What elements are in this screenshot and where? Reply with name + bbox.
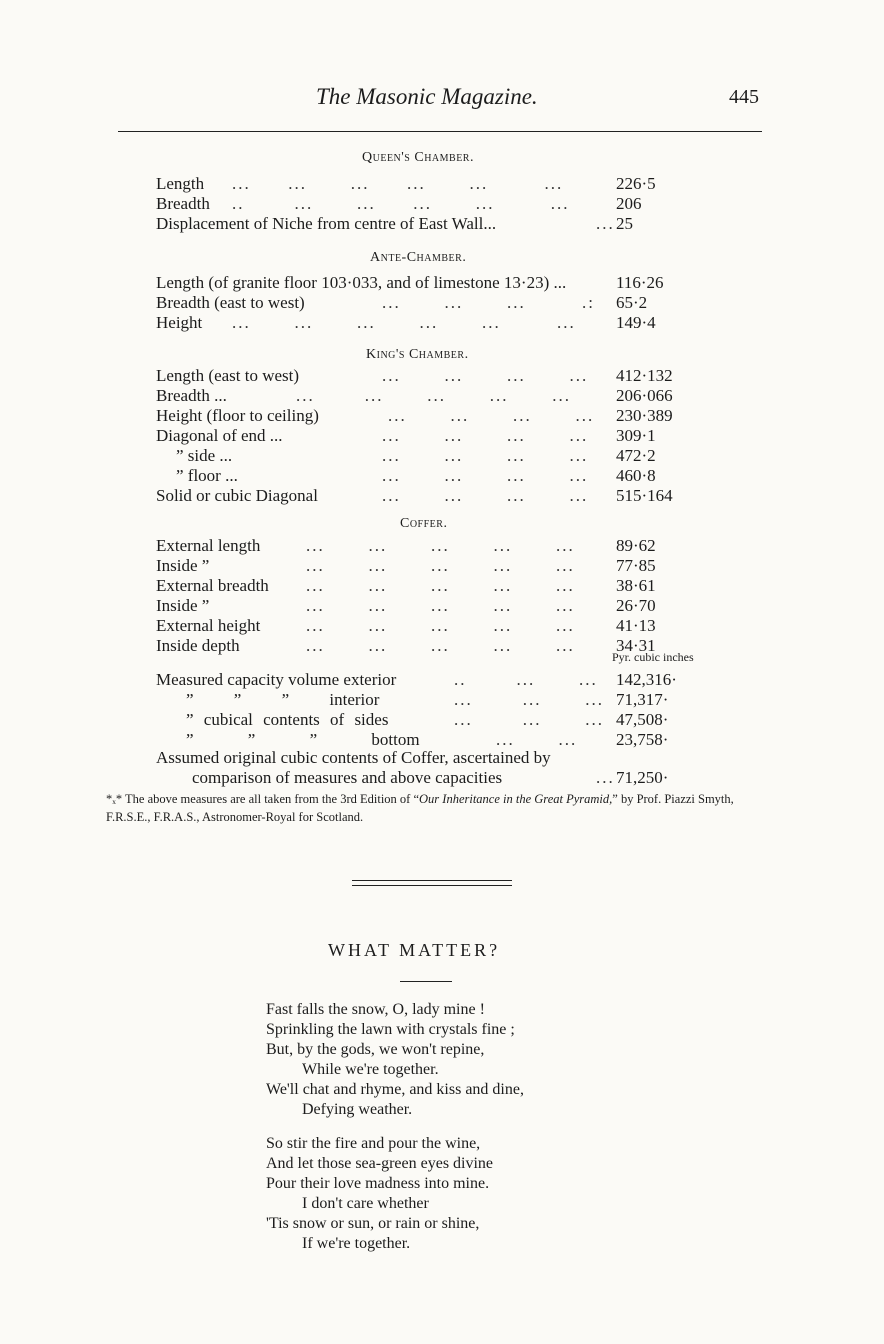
leader-dots: .. ... ... ... ... ... xyxy=(232,194,570,213)
row-label: Height (floor to ceiling) xyxy=(156,406,319,425)
leader-dots: .. ... ... xyxy=(454,670,598,689)
table-row xyxy=(156,710,706,730)
poem-line: While we're together. xyxy=(302,1061,439,1078)
poem-line: Sprinkling the lawn with crystals fine ; xyxy=(266,1021,515,1038)
leader-dots: ... ... ... ... ... xyxy=(306,636,575,655)
table-row xyxy=(156,293,706,313)
poem-line: We'll chat and rhyme, and kiss and dine, xyxy=(266,1081,524,1098)
row-value: 38·61 xyxy=(616,576,656,595)
poem-line: So stir the fire and pour the wine, xyxy=(266,1135,481,1152)
table-row xyxy=(156,446,706,466)
row-label: Length (east to west) xyxy=(156,366,300,385)
row-label: Inside ” xyxy=(156,596,210,615)
poem-line: Defying weather. xyxy=(302,1101,413,1118)
assumed-row-line1 xyxy=(156,748,706,768)
row-value: 230·389 xyxy=(616,406,673,425)
row-label: ” ” ” interior xyxy=(186,690,380,709)
row-label: comparison of measures and above capacities xyxy=(192,768,503,787)
row-value: 71,250· xyxy=(616,768,669,787)
row-label: External breadth xyxy=(156,576,269,595)
divider-rule xyxy=(352,880,512,881)
leader-dots: ... ... ... ... ... xyxy=(306,536,575,555)
poem-line: Pour their love madness into mine. xyxy=(266,1175,490,1192)
leader-dots: ... ... ... ... ... xyxy=(306,556,575,575)
row-label: Breadth ... xyxy=(156,386,227,405)
row-value: 77·85 xyxy=(616,556,656,575)
row-label: Length (of granite floor 103·033, and of limestone 13·23) ... xyxy=(156,273,567,292)
section-heading-ante-chamber: Ante-Chamber. xyxy=(370,250,467,265)
row-value: 26·70 xyxy=(616,596,656,615)
footnote-text: ” by Prof. Piazzi Smyth, F.R.S.E., F.R.A.S., Astronomer-Royal for Scotland. xyxy=(106,792,734,824)
leader-dots: ... xyxy=(596,768,615,787)
row-label: Solid or cubic Diagonal xyxy=(156,486,318,505)
unit-note: Pyr. cubic inches xyxy=(612,650,694,664)
poem-title: WHAT MATTER? xyxy=(328,940,501,960)
table-row xyxy=(156,690,706,710)
footnote-text: The above measures are all taken from the 3rd Edition of “ xyxy=(125,792,420,806)
row-value: 116·26 xyxy=(616,273,664,292)
row-value: 206·066 xyxy=(616,386,673,405)
leader-dots: ... ... ... ... xyxy=(388,406,595,425)
row-label: Displacement of Niche from centre of East Wall... xyxy=(156,214,497,233)
header-rule xyxy=(118,131,762,132)
table-row xyxy=(156,386,706,406)
table-row xyxy=(156,366,706,386)
page-number: 445 xyxy=(729,86,759,108)
row-value: 23,758· xyxy=(616,730,669,749)
table-row xyxy=(156,556,706,576)
footnote xyxy=(106,790,766,826)
row-label: External length xyxy=(156,536,261,555)
poem-line: But, by the gods, we won't repine, xyxy=(266,1041,485,1058)
table-row xyxy=(156,576,706,596)
leader-dots: ... ... ... ... ... ... xyxy=(232,313,576,332)
leader-dots: ... ... ... ... ... xyxy=(306,616,575,635)
table-row xyxy=(156,486,706,506)
row-label: Diagonal of end ... xyxy=(156,426,283,445)
poem-line: And let those sea-green eyes divine xyxy=(266,1155,494,1172)
table-row xyxy=(156,273,706,293)
leader-dots: ... ... xyxy=(496,730,578,749)
row-label: Assumed original cubic contents of Coffer, ascertained by xyxy=(156,748,551,767)
row-value: 71,317· xyxy=(616,690,669,709)
row-value: 460·8 xyxy=(616,466,656,485)
footnote-mark: *ₓ* xyxy=(106,792,126,806)
table-row xyxy=(156,406,706,426)
row-value: 309·1 xyxy=(616,426,656,445)
row-label: Breadth xyxy=(156,194,210,213)
row-value: 142,316· xyxy=(616,670,677,689)
table-row xyxy=(156,174,706,194)
leader-dots: ... xyxy=(596,214,615,233)
poem-line: I don't care whether xyxy=(302,1195,429,1212)
poem-line: Fast falls the snow, O, lady mine ! xyxy=(266,1001,485,1018)
poem-line: If we're together. xyxy=(302,1235,411,1252)
table-row xyxy=(156,536,706,556)
title-rule xyxy=(400,981,452,982)
row-value: 47,508· xyxy=(616,710,669,729)
leader-dots: ... ... ... ... ... xyxy=(306,576,575,595)
leader-dots: ... ... ... ... xyxy=(382,366,589,385)
row-value: 149·4 xyxy=(616,313,656,332)
row-label: Measured capacity volume exterior xyxy=(156,670,397,689)
leader-dots: ... ... ... ... xyxy=(382,466,589,485)
row-value: 34·31 xyxy=(616,636,656,655)
assumed-row-line2 xyxy=(156,768,706,788)
row-label: ” ” ” bottom xyxy=(186,730,420,749)
row-value: 412·132 xyxy=(616,366,673,385)
row-value: 65·2 xyxy=(616,293,648,312)
row-label: External height xyxy=(156,616,261,635)
leader-dots: ... ... ... ... ... xyxy=(296,386,571,405)
row-label: Inside ” xyxy=(156,556,210,575)
leader-dots: ... ... ... ... ... xyxy=(306,596,575,615)
row-value: 472·2 xyxy=(616,446,656,465)
leader-dots: ... ... ... ... xyxy=(382,426,589,445)
row-value: 41·13 xyxy=(616,616,656,635)
table-row xyxy=(156,466,706,486)
table-row xyxy=(156,426,706,446)
magazine-title: The Masonic Magazine. xyxy=(316,84,538,109)
leader-dots: ... ... ... ... xyxy=(382,486,589,505)
section-heading-queens-chamber: Queen's Chamber. xyxy=(362,150,474,165)
row-label: Breadth (east to west) xyxy=(156,293,305,312)
table-row xyxy=(156,670,706,690)
leader-dots: ... ... ... xyxy=(454,690,604,709)
row-value: 89·62 xyxy=(616,536,656,555)
table-row xyxy=(156,730,706,750)
table-row xyxy=(156,313,706,333)
section-heading-coffer: Coffer. xyxy=(400,516,448,531)
row-label: Height xyxy=(156,313,203,332)
leader-dots: ... ... ... ... ... ... xyxy=(232,174,564,193)
table-row xyxy=(156,194,706,214)
divider-rule xyxy=(352,885,512,886)
leader-dots: ... ... ... xyxy=(454,710,604,729)
section-heading-kings-chamber: King's Chamber. xyxy=(366,347,469,362)
row-value: 206 xyxy=(616,194,642,213)
table-row xyxy=(156,616,706,636)
row-label: ” side ... xyxy=(176,446,233,465)
row-label: ” cubical contents of sides xyxy=(186,710,389,729)
table-row xyxy=(156,596,706,616)
row-value: 25 xyxy=(616,214,633,233)
row-label: Inside depth xyxy=(156,636,240,655)
poem-line: 'Tis snow or sun, or rain or shine, xyxy=(266,1215,480,1232)
leader-dots: ... ... ... ... xyxy=(382,446,589,465)
row-label: ” floor ... xyxy=(176,466,238,485)
row-value: 226·5 xyxy=(616,174,656,193)
footnote-book-title: Our Inheritance in the Great Pyramid, xyxy=(419,792,613,806)
row-label: Length xyxy=(156,174,205,193)
table-row xyxy=(156,214,706,234)
row-value: 515·164 xyxy=(616,486,673,505)
leader-dots: ... ... ... .: xyxy=(382,293,595,312)
